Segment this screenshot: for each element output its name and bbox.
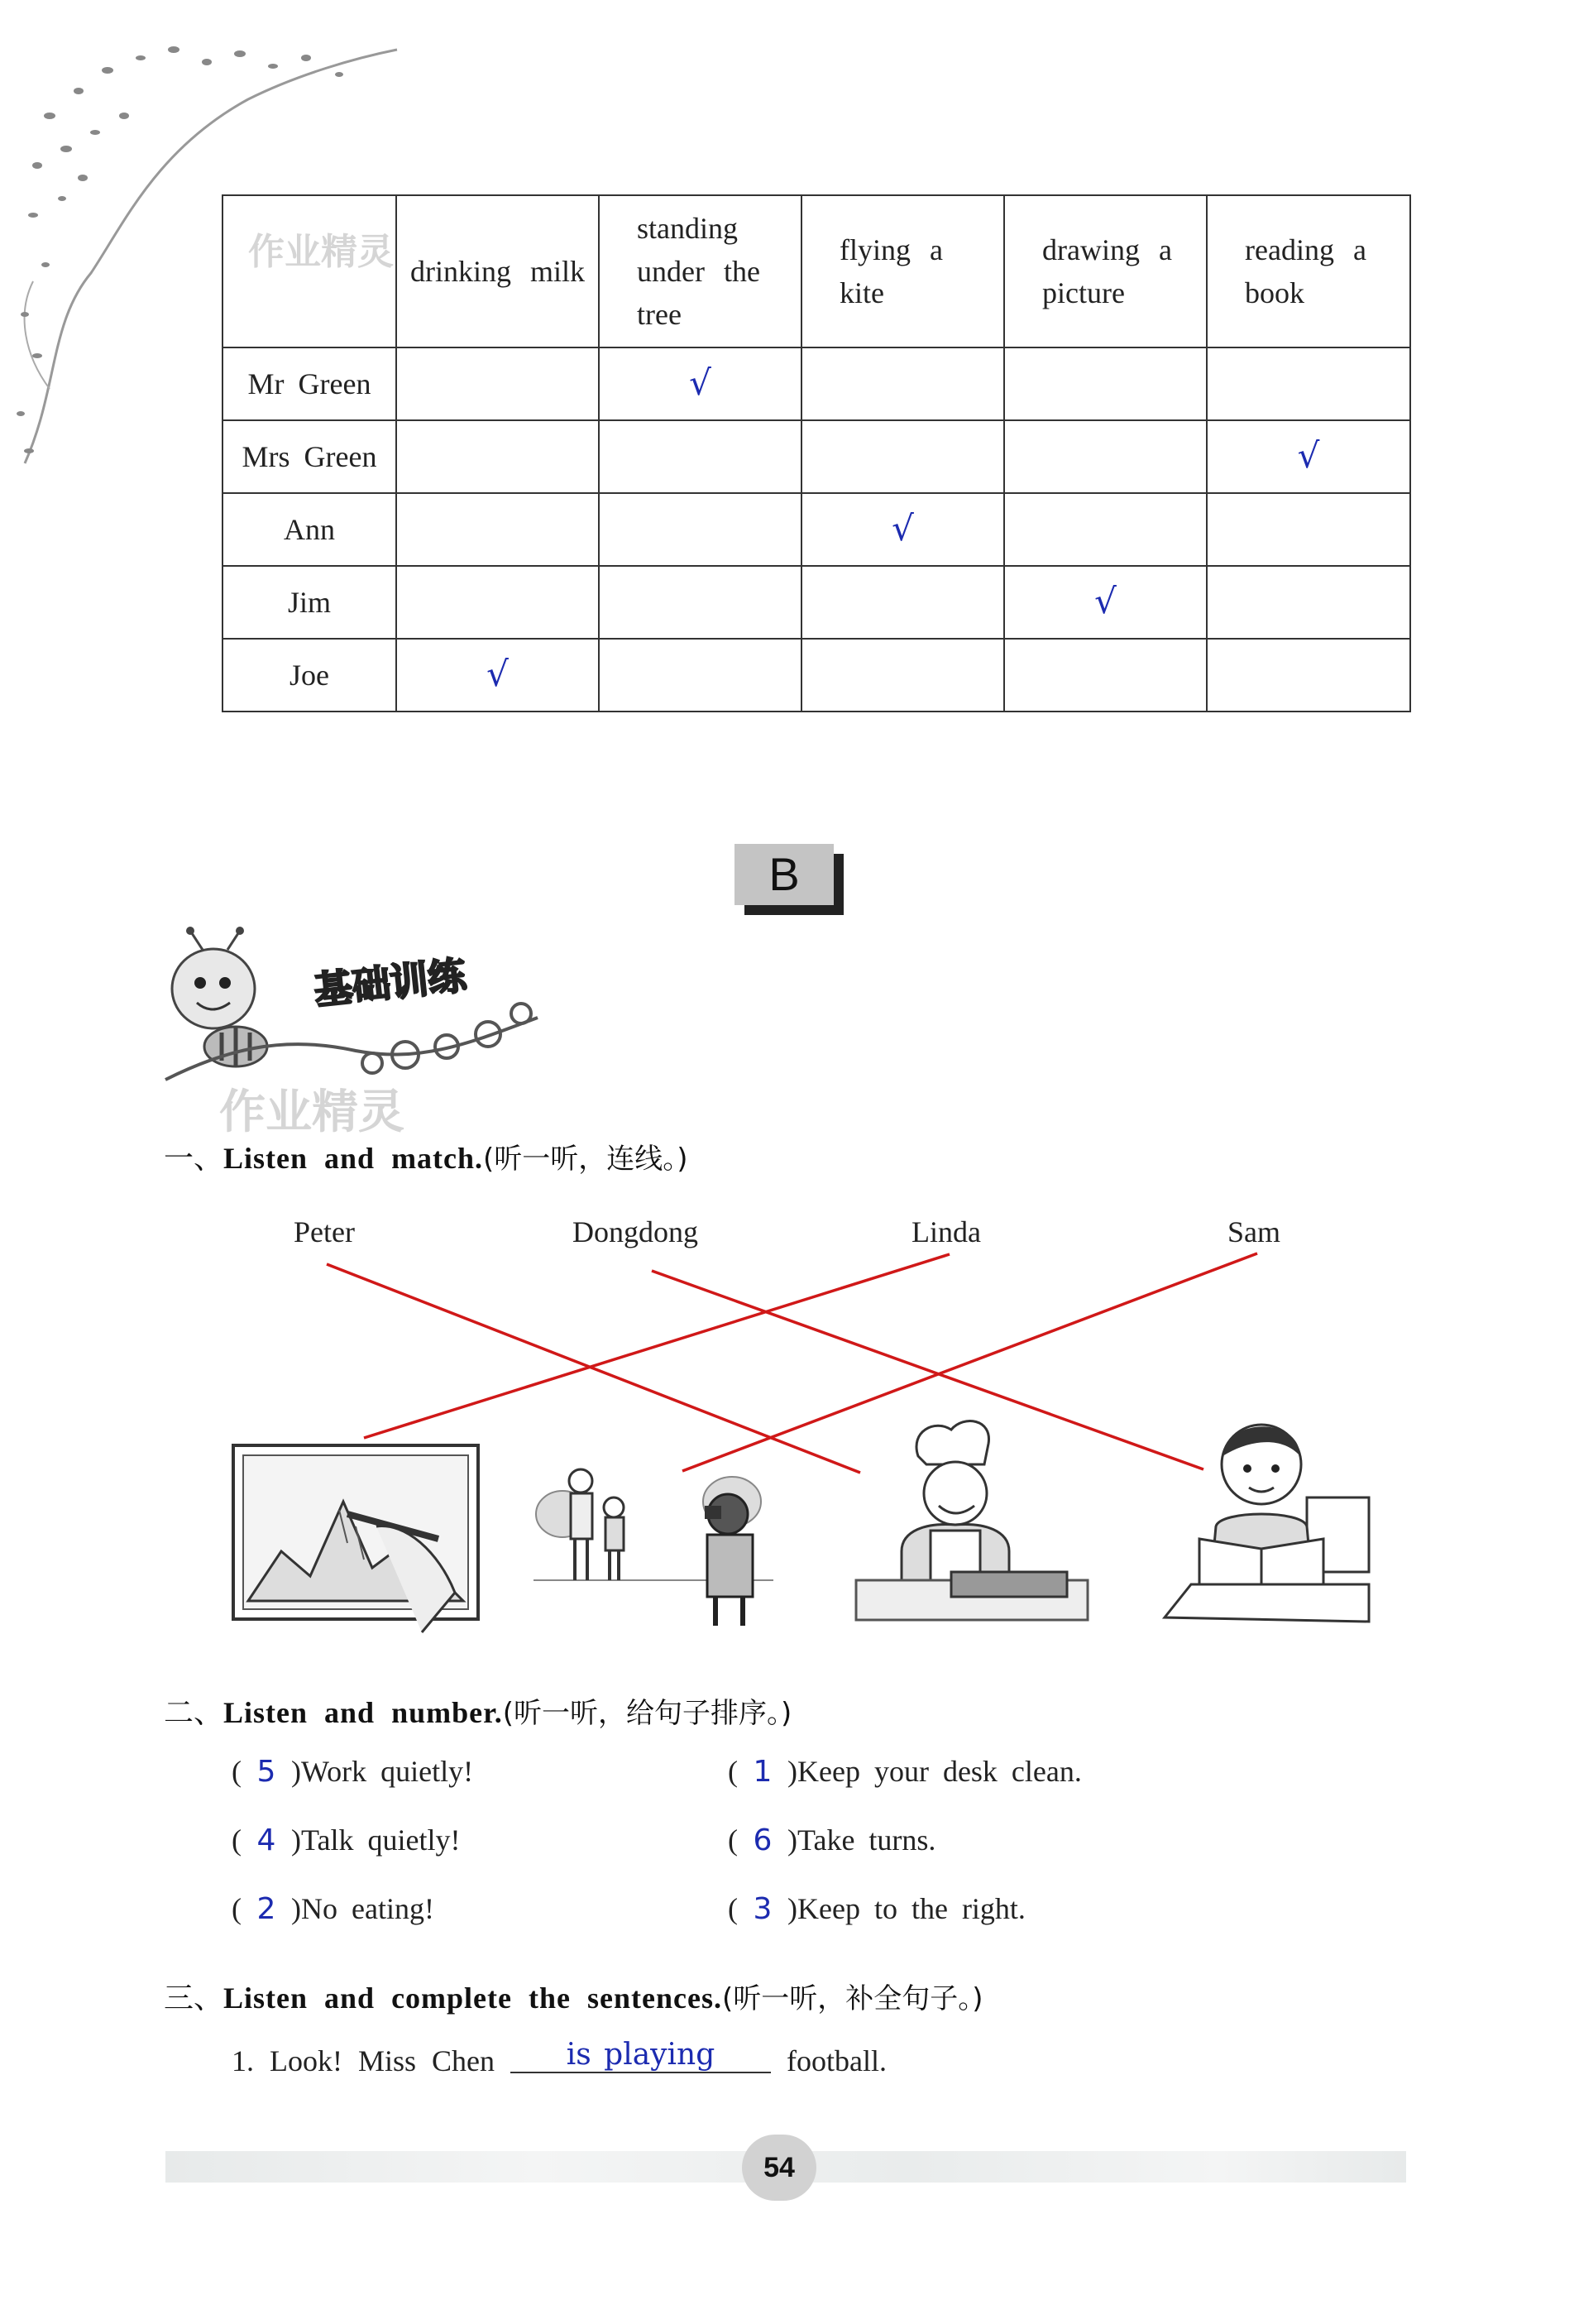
check-cell[interactable] bbox=[801, 566, 1004, 639]
answer-field[interactable]: 3 bbox=[753, 1892, 773, 1926]
match-line-linda bbox=[364, 1254, 950, 1438]
check-cell[interactable] bbox=[1207, 566, 1410, 639]
bee-mascot-icon bbox=[172, 927, 267, 1066]
check-cell[interactable]: √ bbox=[801, 493, 1004, 566]
check-cell[interactable] bbox=[1207, 347, 1410, 420]
sentence-1: 1. Look! Miss Chen is playing football. bbox=[232, 2038, 887, 2077]
part3-heading: 三、Listen and complete the sentences.(听一听，补全句子。) bbox=[164, 1981, 983, 2015]
answer-field[interactable]: 5 bbox=[256, 1755, 276, 1789]
watermark: 作业精灵 bbox=[219, 1085, 404, 1139]
number-item: ( 5 )Work quietly! bbox=[232, 1755, 474, 1789]
answer-field[interactable]: 2 bbox=[256, 1892, 276, 1926]
check-cell[interactable] bbox=[599, 493, 801, 566]
picture-cooking[interactable] bbox=[852, 1415, 1092, 1622]
number-item: ( 2 )No eating! bbox=[232, 1892, 434, 1926]
check-cell[interactable] bbox=[599, 639, 801, 712]
table-header-cell: drinking milk bbox=[396, 195, 599, 347]
answer-field[interactable]: 6 bbox=[753, 1823, 773, 1857]
page-number: 54 bbox=[742, 2135, 816, 2201]
table-header-row bbox=[222, 195, 1410, 347]
answer-field[interactable]: 1 bbox=[753, 1755, 773, 1789]
check-cell[interactable] bbox=[396, 420, 599, 493]
row-name: Mrs Green bbox=[222, 420, 396, 493]
row-name: Ann bbox=[222, 493, 396, 566]
table-row bbox=[222, 420, 1410, 493]
table-row bbox=[222, 639, 1410, 712]
check-cell[interactable]: √ bbox=[1004, 566, 1207, 639]
number-item: ( 3 )Keep to the right. bbox=[728, 1892, 1026, 1926]
name-label-dongdong: Dongdong bbox=[572, 1215, 698, 1248]
answer-field[interactable]: 4 bbox=[256, 1823, 276, 1857]
table-row bbox=[222, 347, 1410, 420]
check-cell[interactable]: √ bbox=[1207, 420, 1410, 493]
table-corner-cell bbox=[222, 195, 396, 347]
table-row bbox=[222, 493, 1410, 566]
table-header-cell: flying a kite bbox=[801, 195, 1004, 347]
check-cell[interactable] bbox=[1207, 639, 1410, 712]
activity-check-table bbox=[222, 194, 1411, 712]
check-cell[interactable] bbox=[1004, 347, 1207, 420]
check-cell[interactable] bbox=[1004, 639, 1207, 712]
check-cell[interactable] bbox=[1004, 493, 1207, 566]
check-cell[interactable] bbox=[396, 347, 599, 420]
name-label-linda: Linda bbox=[912, 1215, 981, 1248]
number-item: ( 6 )Take turns. bbox=[728, 1823, 936, 1857]
check-cell[interactable]: √ bbox=[396, 639, 599, 712]
row-name: Jim bbox=[222, 566, 396, 639]
name-label-peter: Peter bbox=[294, 1215, 355, 1248]
check-cell[interactable] bbox=[801, 347, 1004, 420]
section-b-badge: B bbox=[734, 844, 834, 905]
watermark: 作业精灵 bbox=[248, 231, 394, 273]
number-item: ( 4 )Talk quietly! bbox=[232, 1823, 461, 1857]
table-row bbox=[222, 566, 1410, 639]
part1-heading: 一、Listen and match.(听一听，连线。) bbox=[164, 1142, 688, 1176]
check-cell[interactable]: √ bbox=[599, 347, 801, 420]
part2-heading: 二、Listen and number.(听一听，给句子排序。) bbox=[164, 1696, 792, 1730]
answer-blank[interactable]: is playing bbox=[510, 2038, 771, 2073]
check-cell[interactable] bbox=[1004, 420, 1207, 493]
number-item: ( 1 )Keep your desk clean. bbox=[728, 1755, 1082, 1789]
table-header-cell: reading a book bbox=[1207, 195, 1410, 347]
table-header-cell: standing under the tree bbox=[599, 195, 801, 347]
picture-drawing[interactable] bbox=[232, 1444, 480, 1634]
row-name: Mr Green bbox=[222, 347, 396, 420]
check-cell[interactable] bbox=[396, 566, 599, 639]
picture-reading[interactable] bbox=[1158, 1406, 1381, 1630]
table-header-cell: drawing a picture bbox=[1004, 195, 1207, 347]
check-cell[interactable] bbox=[801, 420, 1004, 493]
picture-photo[interactable] bbox=[529, 1456, 778, 1630]
check-cell[interactable] bbox=[801, 639, 1004, 712]
check-cell[interactable] bbox=[396, 493, 599, 566]
check-cell[interactable] bbox=[599, 566, 801, 639]
banner-title: 基础训练 bbox=[312, 952, 468, 1013]
name-label-sam: Sam bbox=[1227, 1215, 1281, 1248]
match-line-peter bbox=[327, 1264, 860, 1473]
row-name: Joe bbox=[222, 639, 396, 712]
check-cell[interactable] bbox=[599, 420, 801, 493]
check-cell[interactable] bbox=[1207, 493, 1410, 566]
